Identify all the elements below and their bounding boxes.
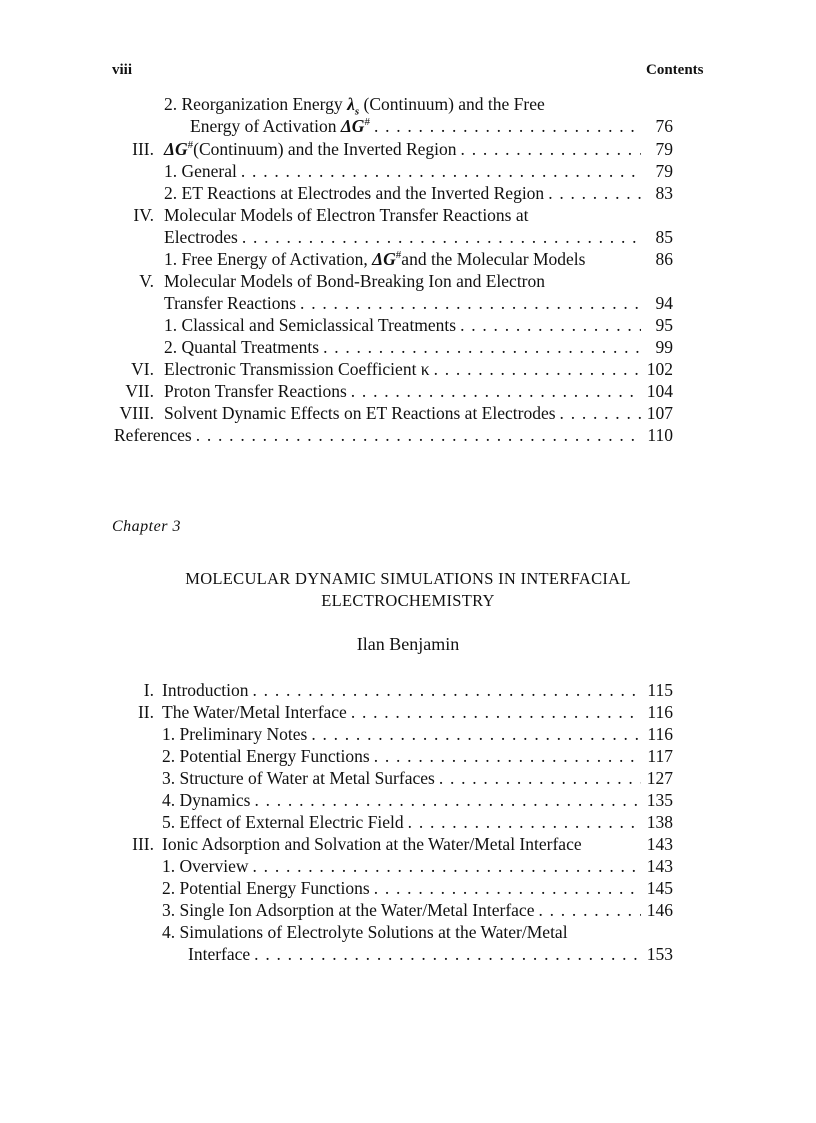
page-ref: 138 [646,812,673,832]
lambda-symbol: λ [347,94,355,114]
toc-entry-label: 3. Structure of Water at Metal Surfaces [162,768,435,788]
page-ref: 79 [655,161,673,181]
page-ref: 99 [655,337,673,357]
toc-entry-label: 2. Potential Energy Functions [162,878,370,898]
toc-entry-label: Ionic Adsorption and Solvation at the Water/Metal Interface [162,834,582,854]
toc-entry-single-ion [162,900,673,921]
leader-dots [461,139,641,160]
toc-entry-introduction [162,680,673,701]
delta-g-symbol: ΔG [164,139,188,159]
leader-dots [300,293,641,314]
toc-entry-energy-activation [190,116,673,137]
leader-dots [242,227,641,248]
lambda-subscript: s [354,105,360,118]
toc-entry-transfer-reactions [164,293,673,314]
leader-dots [374,116,641,137]
leader-dots [460,315,641,336]
toc-entry-label: Solvent Dynamic Effects on ET Reactions at Electrodes [164,403,556,423]
page-ref: 104 [646,381,673,401]
toc-entry-interface [188,944,673,965]
delta-g-symbol: ΔG [340,116,365,136]
toc-entry-proton-transfer [164,381,673,402]
toc-entry-label: 1. General [164,161,237,181]
chapter-label: Chapter 3 [112,518,181,535]
leader-dots [408,812,641,833]
toc-entry-label: 5. Effect of External Electric Field [162,812,404,832]
section-numeral: V. [139,271,154,291]
leader-dots [253,856,641,877]
toc-entry-label: Electronic Transmission Coefficient κ [164,359,430,379]
chapter-title-line: ELECTROCHEMISTRY [321,591,495,610]
page-ref: 83 [655,183,673,203]
toc-entry-label: Energy of Activation [190,116,337,136]
page-ref: 94 [655,293,673,313]
leader-dots [538,900,640,921]
toc-entry-label: Proton Transfer Reactions [164,381,347,401]
toc-entry-label: 1. Classical and Semiclassical Treatments [164,315,457,335]
toc-entry-references [114,425,673,446]
leader-dots [351,381,641,402]
toc-entry-label-cont: (Continuum) and the Free [363,94,545,114]
superscript-hash: # [395,249,402,262]
page-ref: 153 [646,944,673,964]
toc-entry-reorganization [164,94,545,118]
toc-entry-label: 4. Dynamics [162,790,251,810]
section-numeral: IV. [133,205,154,225]
page-ref: 85 [655,227,673,247]
chapter-author: Ilan Benjamin [356,634,460,654]
toc-entry-dynamics [162,790,673,811]
page-ref: 143 [646,834,673,854]
leader-dots [254,790,640,811]
toc-entry-solvent-dynamic [164,403,673,424]
leader-dots [434,359,641,380]
page-ref: 117 [647,746,673,766]
leader-dots [254,944,641,965]
page-ref: 110 [647,425,673,445]
delta-g-symbol: ΔG [372,249,396,269]
page-ref: 116 [647,724,673,744]
toc-entry-label: 2. Reorganization Energy [164,94,343,114]
leader-dots [323,337,641,358]
toc-entry-inverted-region [164,139,673,160]
leader-dots [374,746,641,767]
toc-entry-potential-energy [162,746,673,767]
section-numeral: II. [137,702,154,722]
page-ref: 102 [646,359,673,379]
toc-entry-label: 1. Preliminary Notes [162,724,308,744]
page-ref: 145 [646,878,673,898]
page-ref: 86 [655,249,673,269]
toc-entry-structure-water [162,768,673,789]
toc-entry-label: Transfer Reactions [164,293,297,313]
toc-entry-label-cont: and the Molecular Models [401,249,586,269]
toc-entry-et-reactions [164,183,673,204]
running-head: Contents [646,62,704,78]
toc-entry-label: 2. Potential Energy Functions [162,746,370,766]
leader-dots [560,403,641,424]
leader-dots [241,161,641,182]
toc-entry-bond-breaking: Molecular Models of Bond-Breaking Ion and Electron [164,271,546,291]
page-ref: 107 [646,403,673,423]
leader-dots [311,724,641,745]
toc-entry-water-metal [162,702,673,723]
toc-entry-label: 1. Overview [162,856,249,876]
toc-entry-quantal [164,337,673,358]
leader-dots [253,680,641,701]
toc-entry-label: References [114,425,192,445]
toc-entry-label: The Water/Metal Interface [162,702,347,722]
page-ref: 95 [655,315,673,335]
toc-entry-overview [162,856,673,877]
toc-entry-label: 2. ET Reactions at Electrodes and the Inverted Region [164,183,545,203]
page-ref: 146 [646,900,673,920]
toc-entry-electric-field [162,812,673,833]
page-ref: 127 [646,768,673,788]
toc-entry-free-energy [164,249,673,270]
leader-dots [548,183,641,204]
superscript-hash: # [187,139,194,152]
section-numeral: I. [143,680,154,700]
leader-dots [439,768,641,789]
toc-entry-electrolyte: 4. Simulations of Electrolyte Solutions at the Water/Metal [162,922,568,942]
toc-entry-electrodes [164,227,673,248]
toc-entry-preliminary-notes [162,724,673,745]
toc-entry-label: 2. Quantal Treatments [164,337,320,357]
toc-entry-classical [164,315,673,336]
page-ref: 116 [647,702,673,722]
section-numeral: VI. [131,359,154,379]
toc-entry-molecular-models: Molecular Models of Electron Transfer Reactions at [164,205,529,225]
toc-entry-general [164,161,673,182]
leader-dots [196,425,641,446]
page-number: viii [112,62,133,78]
page-ref: 135 [646,790,673,810]
toc-entry-potential-energy-2 [162,878,673,899]
toc-entry-ionic-adsorption [162,834,673,855]
toc-entry-label: Electrodes [164,227,238,247]
toc-entry-label: 1. Free Energy of Activation, [164,249,368,269]
section-numeral: VIII. [119,403,154,423]
section-numeral: III. [132,834,154,854]
section-numeral: III. [132,139,154,159]
page-ref: 79 [655,139,673,159]
leader-dots [351,702,641,723]
section-numeral: VII. [125,381,154,401]
toc-entry-transmission [164,359,673,380]
leader-dots [374,878,641,899]
chapter-title [0,568,816,612]
page-ref: 115 [647,680,673,700]
page-ref: 76 [655,116,673,136]
superscript-hash: # [364,116,370,129]
toc-entry-label: Interface [188,944,251,964]
toc-entry-label: (Continuum) and the Inverted Region [193,139,457,159]
toc-entry-label: 3. Single Ion Adsorption at the Water/Metal Interface [162,900,535,920]
toc-entry-label: Introduction [162,680,249,700]
chapter-title-line: MOLECULAR DYNAMIC SIMULATIONS IN INTERFACIAL [185,569,631,588]
page-ref: 143 [646,856,673,876]
